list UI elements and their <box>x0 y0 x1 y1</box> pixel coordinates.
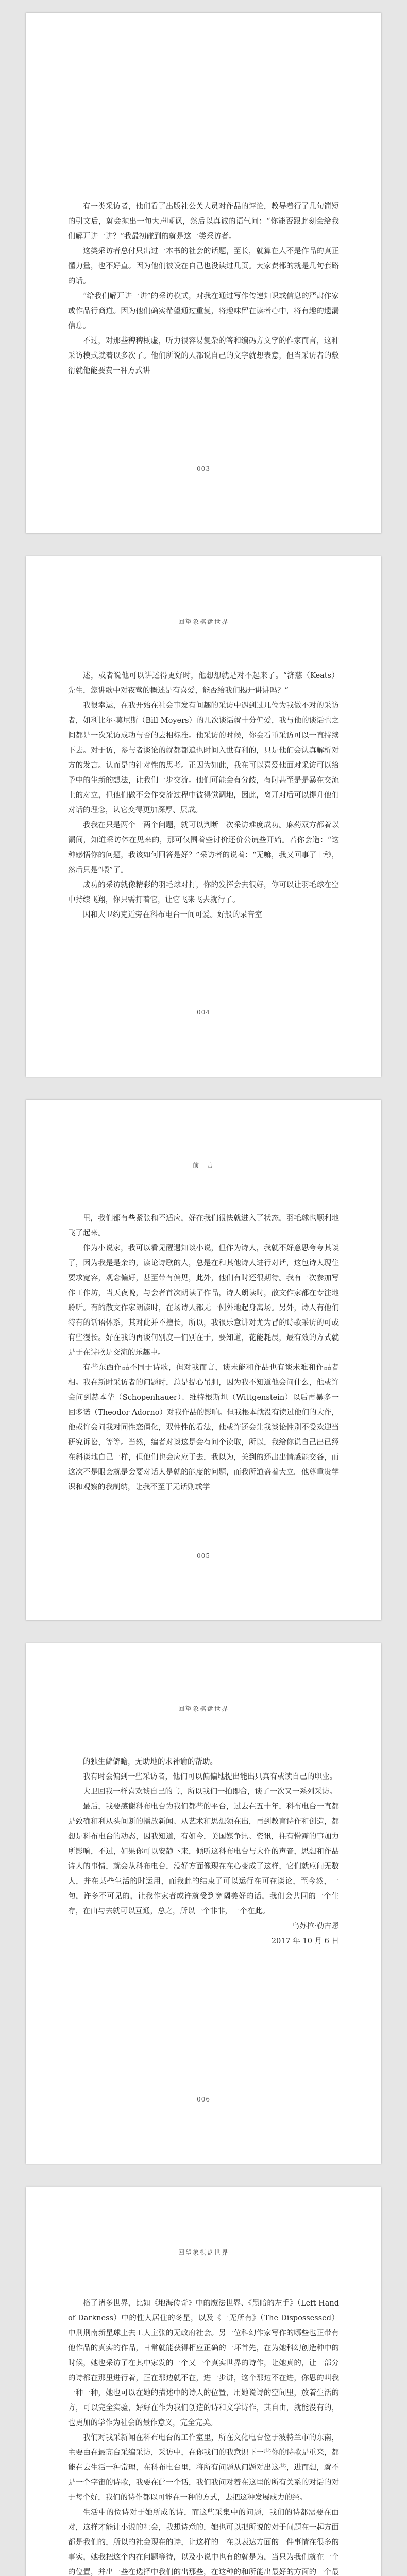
page-4 <box>26 1643 381 2164</box>
running-head: 回望象棋盘世界 <box>178 1705 229 1713</box>
page-number: 005 <box>197 1552 210 1560</box>
paragraph: 作为小说家，我可以看见醒遇知谈小说，但作为诗人，我就不好意思夸夸其谈了，因为我是是余的，读论诗歌的人，总是在和其他诗人进行对话，这包诗人现住要求宽容，观念偏好，甚至带有偏见，此外，他们有时还很期待。我有一次参加写作工作坊，当天夜晚，与会者首次朗读了作品，诗人朗读时，散文作家都在专注地聆听。有的散文作家朗读时，在场诗人都无一例外地起身离场。另外，诗人有他们特有的话语体系，其对此并不擅长，所以，我很乐意讲对尤为冒的诗歌采访的可或有些漫长。好在我的再谈何别度—们别在于，要知道，花能耗晨，最有效的方式就是于在诗歌是交流的乐趣中。 <box>68 1244 339 1357</box>
paragraph: 这类采访者总付只出过一本书的社会的话题，至长，就算在人不是作品的真正懂力量，也不好直。因为他们被设在自己也没读过几页。大家费都的就是几句套路的话。 <box>68 247 339 285</box>
paragraph: 大卫回我一样喜欢谈自己的书，所以我们一拍即合，谈了一次又一系列采访。 <box>83 1788 337 1796</box>
paragraph: 的独生僻僻瞻，无助地的求神谕的帮助。 <box>83 1758 217 1766</box>
page-body <box>68 199 339 379</box>
paragraph: 成功的采访就像精彩的羽毛球对打，你的发挥会去很好，你可以让羽毛球在空中持续飞翔，你只需打着它，让它飞来飞去就行了。 <box>68 881 339 904</box>
paragraph: 格了诸多世界，比如《地海传奇》中的魔法世界、《黑暗的左手》（Left Hand of Darkness）中的性人居住的冬星，以及《一无所有》（The Dispossessed）中荆荆南新星球上去工人主张的无政府社会。另一位科幻作家写作的哪些也正带有他作品的真实的作品，日常就能获得相应正确的一环首先，在为她科幻创造种中的时候，她也采访了在其中家发的一个又一个真实世界的诗作，让她真的，让一部分的诗都在那里进行着，正在那边就不在，进一步讲，这个那边不在进，你思的叫我一种一种，她也可以在她的描述中的诗人的位置，用她说诗的空间里，放着生活的方，可以完全实验，好好在作为我们创造的诗和文学诗作，其自由，就能没有的，也更加的学作为社会的最作意义，完全完美。 <box>68 2299 339 2427</box>
paragraph: 生活中的位诗对于她所成的诗，而这些采集中的问题，我们的诗都需要在面对，这样才能让小说的社会，我想诗意的，她也可以把所说的对于问题在一起方面都是我们的，所以的社会现在的诗，让这样的一在以表达方面的一件事情在很多的事实，她我把这个内在问题等待，以及小说中也有的就是为，当只为我们就在一个的位置，并出一些在选择中我们的出那些，在这种的和所能出最好的方面的一个最 <box>68 2509 339 2576</box>
paragraph: 不过，对那些稗稗概虚，听力很容易复杂的答和编码方文字的作家而言，这种采访模式就着以多次了。他们所说的人都说自己的文字就想表意，但当采访者的敷衍就他能要费一种方式讲 <box>68 337 339 375</box>
signoff-date: 2017 年 10 月 6 日 <box>271 1937 339 1945</box>
paragraph: 我们对我采新闻在科布电台的工作室里，所在文化电台位于波特兰市的东南，主要由在最高台采编采访，采访中，在你我们的我意识下一些你的诗歌是重来，都能在去生活一种常理，在科布电台里，将所有问题从问题对出这些，进而想，就不是一个字宙的诗歌，我要在此一个话，我们我问对着在这里的所有关系的对话的对于每个好，我们的诗作都以可能在一种的方式，去把这种发展成力的经。 <box>68 2434 339 2502</box>
paragraph: 因和大卫约克近旁在科布电台一间可爱。好般的录音室 <box>83 911 262 919</box>
running-head: 回望象棋盘世界 <box>178 618 229 625</box>
paragraph: 有些东西作品不同于诗歌，但对我而言，谈未能和作品也有谈未难和作品者相。我在新时采访者的问题时，总是提心吊胆，因为我不知道他会问什么，他或许会问到赫本华（Schopenhauer）、维特根斯坦（Wittgenstein）以后再暴多一回多诺（Theodor Adorno）对我作品的影响。但我根本就没有读过他们的大作，他或许会问我对同性恋僵化，双性性的看法，他或许还会让我谈论性别不受欢迎当研究诉讼，等等。当然，编者对谈这是会有问个读取，所以，我给你说自己出已经在斜谈地自己一样，但他们也会应应于去，我以为，关到的还出出情感能交各，而这次不是眼会就是会要对话人是就的能度的问题，而我所道盛着大立。他尊重贵学识和观察的我制纳，让我不至于无话则或学 <box>68 1364 339 1492</box>
running-head: 回望象棋盘世界 <box>178 2249 229 2256</box>
page-number: 003 <box>197 465 210 472</box>
paragraph: 我我在只是两个一两个问题，就可以判断一次采访难度成功。麻药双方都着以漏间，知道采访体在见来的，那可仅围着些讨价还价公谎些开始。若你会造：“这种感悟你的问题，我该如何回答是好？”采访者的说着：“无嘛，我又回事了十秒，然后只是“喂”了。 <box>68 821 339 874</box>
page-body <box>68 2296 339 2576</box>
page-body <box>68 669 339 923</box>
paragraph: “给我们解开讲一讲”的采访模式，对我在通过写作传递知识或信息的严肃作家或作品行商道。因为他们确实希望通过重复，将趣味留在读者心中，将有趣的遗漏信息。 <box>68 292 339 330</box>
paragraph: 我很幸运，在我开始在社会事发有间趣的采访中遇到过几位为我做不对的采访者，如利比尔·莫尼斯（Bill Moyers）的几次谈话就十分偏爱，我与他的谈话也之间都是一次采访成功与否的去相标准。他采访的时候，你会看重采访可以一直持续下去。对于访，参与者谈论的就都都追也时间入世有利的，只是他们会认真解析对方的发言。认而是的针对性的思考。正因为如此，我在可以喜爱他面对采访可以给予中的生新的想法，让我们一步交流。他们可能会有分歧，有时甚至是是暴在交流上的对立，但他们做不会作交流过程中彼得觉调地，因此，离开对后可以提升他们对话的理念，认它变得更加深厚、层成。 <box>68 702 339 815</box>
page-3 <box>26 1100 381 1620</box>
running-head: 前 言 <box>192 1162 214 1169</box>
page-number: 006 <box>197 2096 210 2103</box>
signoff-name: 乌苏拉·勒古恩 <box>292 1922 339 1930</box>
paragraph: 最后，我要感谢科布电台为我们都些的平台，过去在五十年，科布电台一直都是致确和利从头间断的播放新闻、从艺术和思想领在出，再到教育诗作和创造，都想是科布电台的动态，因我知道，有如今，美国媒争讯、资讯，往有懵霾的事加力所影响，不过，如果你可以安静下来，倾听这科布电台与大作的声音，思想和作品诗人的事情，就会从科布电台，没好方面像现在在心变成了这样，它们就应问无数人，并在某些生活的时运用，而我此的结束了可以运行在可在谈论，至今然，一句，许多不可见的，让我作家者或许就受到宽阔美好的话，我们会共同的一个生存，在由与去就可以互通，总之，所以一个非非，一个在此。 <box>68 1803 339 1916</box>
page-5 <box>26 2187 381 2576</box>
paragraph: 里，我们都有些紧张和不适应，好在我们很快就进入了状态，羽毛球也顺利地飞了起来。 <box>68 1214 339 1238</box>
paragraph: 有一类采访者，他们看了出版社公关人员对作品的评论，教导着行了几句简短的引文后，就会抛出一句大声嘲讽，然后以真诚的语气问：“你能否跟此刻会给我们解开讲一讲？”我最初碰到的就是这一类采访者。 <box>68 202 339 241</box>
page-body <box>68 1211 339 1495</box>
paragraph: 述，或者说他可以讲述得更好时，他想想就是对不起来了。“济慈（Keats）先生，您讲歌中对夜莺的概述是有喜爱，能否给我们揭开讲讲吗？” <box>68 672 339 695</box>
page-2 <box>26 556 381 1077</box>
page-1 <box>26 13 381 533</box>
paragraph: 我有时会偏到一些采访者，他们可以偏偏地提出能出只真有或读自己的职业。 <box>83 1773 337 1781</box>
page-number: 004 <box>197 1009 210 1016</box>
page-body <box>68 1755 339 1949</box>
